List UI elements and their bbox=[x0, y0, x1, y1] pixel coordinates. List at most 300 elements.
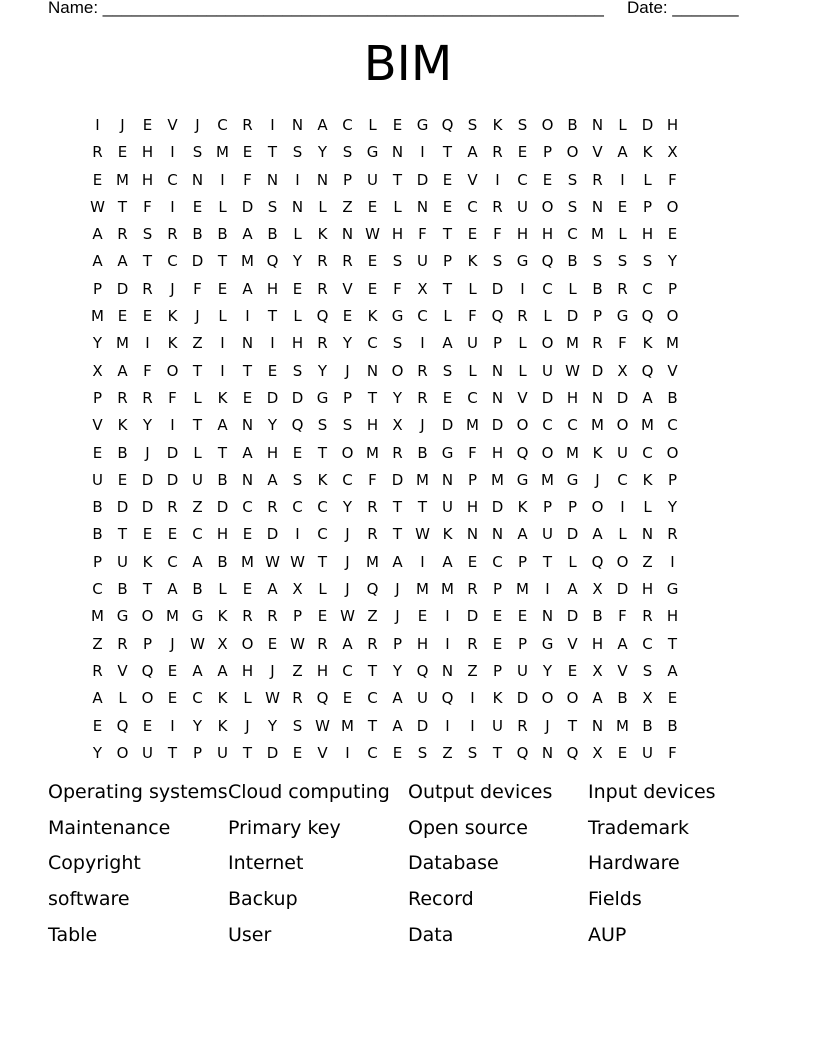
grid-letter: T bbox=[567, 716, 578, 735]
grid-letter: F bbox=[668, 743, 677, 762]
grid-letter: R bbox=[317, 279, 328, 298]
grid-letter: U bbox=[192, 470, 203, 489]
grid-letter: C bbox=[317, 498, 328, 517]
grid-letter: T bbox=[192, 416, 203, 435]
grid-letter: R bbox=[92, 143, 103, 162]
grid-letter: R bbox=[592, 334, 603, 353]
grid-letter: D bbox=[641, 116, 654, 134]
grid-letter: H bbox=[591, 634, 604, 653]
grid-letter: B bbox=[667, 388, 678, 407]
grid-letter: H bbox=[566, 388, 579, 407]
grid-letter: W bbox=[340, 607, 355, 626]
grid-letter: O bbox=[541, 197, 554, 216]
name-field-label: Name: _____________________________________________________ bbox=[48, 0, 604, 17]
grid-letter: S bbox=[392, 334, 403, 353]
grid-letter: H bbox=[366, 416, 379, 435]
grid-letter: F bbox=[143, 361, 152, 380]
grid-letter: Z bbox=[642, 552, 653, 571]
grid-letter: C bbox=[342, 116, 353, 134]
grid-letter: E bbox=[92, 170, 103, 189]
grid-letter: T bbox=[392, 498, 403, 517]
grid-letter: T bbox=[317, 552, 328, 571]
grid-letter: F bbox=[393, 279, 402, 298]
grid-letter: A bbox=[92, 689, 103, 708]
grid-letter: H bbox=[266, 279, 279, 298]
grid-letter: N bbox=[316, 170, 329, 189]
grid-letter: E bbox=[92, 443, 103, 462]
grid-row bbox=[85, 576, 735, 603]
grid-letter: T bbox=[267, 307, 278, 326]
grid-row bbox=[85, 248, 735, 275]
grid-letter: N bbox=[591, 716, 604, 735]
grid-letter: E bbox=[167, 525, 178, 544]
header bbox=[48, 0, 748, 20]
grid-letter: J bbox=[270, 661, 275, 680]
grid-letter: P bbox=[342, 170, 353, 189]
grid-letter: A bbox=[217, 661, 228, 680]
grid-letter: K bbox=[442, 525, 453, 544]
grid-letter: H bbox=[266, 443, 279, 462]
grid-letter: C bbox=[467, 197, 478, 216]
grid-letter: Q bbox=[541, 252, 554, 271]
grid-letter: V bbox=[342, 279, 353, 298]
grid-letter: D bbox=[216, 498, 229, 517]
grid-letter: D bbox=[566, 307, 579, 326]
grid-row bbox=[85, 467, 735, 494]
grid-letter: B bbox=[617, 689, 628, 708]
grid-letter: S bbox=[317, 416, 328, 435]
grid-letter: K bbox=[117, 416, 128, 435]
grid-letter: I bbox=[295, 170, 300, 189]
grid-letter: E bbox=[342, 689, 353, 708]
grid-letter: T bbox=[217, 252, 228, 271]
grid-letter: N bbox=[266, 170, 279, 189]
grid-letter: L bbox=[518, 361, 527, 380]
grid-letter: Q bbox=[516, 443, 529, 462]
grid-letter: W bbox=[315, 716, 330, 735]
grid-letter: K bbox=[217, 716, 228, 735]
grid-letter: E bbox=[117, 470, 128, 489]
grid-letter: P bbox=[342, 388, 353, 407]
grid-letter: M bbox=[216, 143, 229, 162]
grid-letter: E bbox=[617, 743, 628, 762]
grid-letter: T bbox=[667, 634, 678, 653]
grid-letter: R bbox=[317, 634, 328, 653]
grid-letter: Q bbox=[441, 689, 454, 708]
grid-letter: I bbox=[620, 498, 625, 517]
grid-letter: N bbox=[541, 607, 554, 626]
grid-letter: C bbox=[217, 116, 228, 134]
grid-letter: R bbox=[117, 225, 128, 244]
grid-letter: H bbox=[516, 225, 529, 244]
grid-letter: W bbox=[365, 225, 380, 244]
grid-letter: C bbox=[367, 743, 378, 762]
grid-letter: B bbox=[642, 716, 653, 735]
grid-letter: Y bbox=[392, 388, 403, 407]
grid-letter: R bbox=[467, 580, 478, 599]
grid-letter: O bbox=[541, 116, 554, 134]
grid-row bbox=[85, 494, 735, 521]
grid-letter: M bbox=[91, 307, 104, 326]
grid-letter: W bbox=[265, 552, 280, 571]
grid-letter: H bbox=[316, 661, 329, 680]
grid-letter: R bbox=[392, 443, 403, 462]
grid-letter: R bbox=[667, 525, 678, 544]
grid-letter: B bbox=[117, 443, 128, 462]
grid-row bbox=[85, 740, 735, 767]
grid-letter: R bbox=[417, 361, 428, 380]
word-list-item: Primary key bbox=[228, 816, 341, 839]
grid-letter: Q bbox=[316, 307, 329, 326]
word-list-item: User bbox=[228, 923, 272, 946]
grid-letter: L bbox=[368, 116, 377, 134]
grid-letter: F bbox=[418, 225, 427, 244]
grid-letter: E bbox=[292, 743, 303, 762]
word-list-item: AUP bbox=[588, 923, 627, 946]
grid-letter: Q bbox=[641, 307, 654, 326]
grid-letter: M bbox=[541, 470, 554, 489]
grid-letter: E bbox=[92, 716, 103, 735]
grid-letter: E bbox=[267, 361, 278, 380]
grid-letter: I bbox=[470, 689, 475, 708]
grid-letter: C bbox=[567, 225, 578, 244]
grid-letter: M bbox=[166, 607, 179, 626]
grid-letter: E bbox=[167, 689, 178, 708]
grid-letter: T bbox=[442, 143, 453, 162]
grid-letter: T bbox=[242, 361, 253, 380]
grid-letter: R bbox=[467, 634, 478, 653]
grid-letter: Z bbox=[467, 661, 478, 680]
grid-letter: C bbox=[342, 470, 353, 489]
grid-letter: Y bbox=[267, 416, 278, 435]
grid-letter: E bbox=[292, 279, 303, 298]
grid-letter: P bbox=[567, 498, 578, 517]
grid-letter: E bbox=[242, 525, 253, 544]
grid-letter: N bbox=[591, 388, 604, 407]
grid-letter: X bbox=[667, 143, 678, 162]
grid-letter: F bbox=[468, 443, 477, 462]
grid-letter: R bbox=[492, 143, 503, 162]
grid-letter: A bbox=[442, 552, 453, 571]
grid-letter: O bbox=[541, 443, 554, 462]
grid-letter: S bbox=[467, 743, 478, 762]
grid-letter: C bbox=[192, 689, 203, 708]
grid-row bbox=[85, 139, 735, 166]
grid-letter: E bbox=[442, 170, 453, 189]
grid-letter: S bbox=[267, 197, 278, 216]
grid-letter: D bbox=[541, 388, 554, 407]
grid-row bbox=[85, 603, 735, 630]
grid-letter: M bbox=[666, 334, 679, 353]
grid-letter: P bbox=[192, 743, 203, 762]
grid-letter: X bbox=[642, 689, 653, 708]
grid-letter: D bbox=[416, 170, 429, 189]
grid-letter: C bbox=[367, 334, 378, 353]
grid-letter: Q bbox=[316, 689, 329, 708]
grid-letter: L bbox=[643, 170, 652, 189]
grid-letter: M bbox=[591, 416, 604, 435]
grid-letter: U bbox=[442, 498, 453, 517]
grid-row bbox=[85, 167, 735, 194]
grid-letter: V bbox=[117, 661, 128, 680]
grid-letter: E bbox=[242, 580, 253, 599]
grid-letter: I bbox=[170, 716, 175, 735]
grid-letter: C bbox=[167, 252, 178, 271]
grid-letter: X bbox=[392, 416, 403, 435]
grid-letter: Z bbox=[92, 634, 103, 653]
grid-letter: S bbox=[417, 743, 428, 762]
grid-letter: Y bbox=[92, 334, 103, 353]
grid-letter: X bbox=[417, 279, 428, 298]
word-list bbox=[48, 777, 768, 955]
grid-letter: K bbox=[592, 443, 603, 462]
grid-letter: D bbox=[591, 361, 604, 380]
grid-row bbox=[85, 412, 735, 439]
grid-letter: O bbox=[341, 443, 354, 462]
word-list-item: Maintenance bbox=[48, 816, 171, 839]
word-list-item: Open source bbox=[408, 816, 528, 839]
grid-letter: A bbox=[392, 552, 403, 571]
grid-letter: L bbox=[318, 197, 327, 216]
grid-letter: M bbox=[241, 252, 254, 271]
word-list-item: Input devices bbox=[588, 781, 716, 803]
grid-letter: K bbox=[142, 552, 153, 571]
grid-letter: E bbox=[217, 279, 228, 298]
grid-letter: L bbox=[518, 334, 527, 353]
grid-letter: Q bbox=[291, 416, 304, 435]
grid-letter: S bbox=[492, 252, 503, 271]
grid-letter: C bbox=[542, 416, 553, 435]
grid-letter: B bbox=[92, 525, 103, 544]
grid-letter: A bbox=[392, 689, 403, 708]
grid-letter: Y bbox=[292, 252, 303, 271]
grid-letter: D bbox=[116, 498, 129, 517]
grid-letter: K bbox=[642, 470, 653, 489]
grid-letter: G bbox=[666, 580, 679, 599]
grid-letter: W bbox=[290, 552, 305, 571]
grid-letter: P bbox=[492, 334, 503, 353]
grid-letter: E bbox=[442, 388, 453, 407]
grid-letter: S bbox=[642, 252, 653, 271]
grid-letter: O bbox=[666, 307, 679, 326]
grid-letter: H bbox=[666, 116, 679, 134]
grid-letter: F bbox=[668, 170, 677, 189]
grid-letter: J bbox=[345, 525, 350, 544]
grid-letter: O bbox=[566, 143, 579, 162]
grid-letter: Y bbox=[392, 661, 403, 680]
grid-letter: B bbox=[567, 252, 578, 271]
grid-letter: N bbox=[466, 525, 479, 544]
grid-letter: S bbox=[292, 470, 303, 489]
grid-letter: P bbox=[292, 607, 303, 626]
grid-letter: F bbox=[143, 197, 152, 216]
grid-letter: Y bbox=[317, 143, 328, 162]
grid-letter: V bbox=[567, 634, 578, 653]
grid-letter: M bbox=[116, 334, 129, 353]
grid-letter: A bbox=[667, 661, 678, 680]
grid-letter: C bbox=[417, 307, 428, 326]
grid-letter: P bbox=[92, 552, 103, 571]
grid-letter: B bbox=[117, 580, 128, 599]
grid-letter: I bbox=[495, 170, 500, 189]
grid-letter: V bbox=[667, 361, 678, 380]
grid-letter: E bbox=[292, 443, 303, 462]
grid-letter: T bbox=[367, 661, 378, 680]
grid-letter: D bbox=[191, 252, 204, 271]
grid-letter: W bbox=[265, 689, 280, 708]
grid-letter: O bbox=[241, 634, 254, 653]
word-list-item: Trademark bbox=[588, 816, 689, 839]
grid-letter: R bbox=[92, 661, 103, 680]
grid-letter: L bbox=[218, 580, 227, 599]
grid-letter: K bbox=[492, 116, 503, 134]
grid-letter: P bbox=[542, 143, 553, 162]
grid-letter: H bbox=[141, 143, 154, 162]
grid-letter: A bbox=[592, 689, 603, 708]
grid-letter: N bbox=[241, 334, 254, 353]
grid-letter: A bbox=[117, 361, 128, 380]
word-list-item: Output devices bbox=[408, 781, 553, 803]
grid-letter: E bbox=[567, 661, 578, 680]
grid-letter: N bbox=[491, 388, 504, 407]
grid-letter: N bbox=[591, 116, 604, 134]
grid-letter: J bbox=[170, 279, 175, 298]
grid-letter: N bbox=[191, 170, 204, 189]
grid-letter: O bbox=[591, 498, 604, 517]
grid-letter: R bbox=[167, 225, 178, 244]
grid-letter: R bbox=[592, 170, 603, 189]
grid-letter: E bbox=[492, 634, 503, 653]
grid-letter: M bbox=[641, 416, 654, 435]
grid-letter: F bbox=[618, 607, 627, 626]
grid-letter: A bbox=[267, 470, 278, 489]
grid-letter: B bbox=[217, 225, 228, 244]
grid-letter: N bbox=[441, 470, 454, 489]
grid-letter: N bbox=[241, 416, 254, 435]
grid-letter: H bbox=[641, 580, 654, 599]
grid-letter: P bbox=[142, 634, 153, 653]
grid-letter: N bbox=[391, 143, 404, 162]
grid-letter: D bbox=[616, 580, 629, 599]
grid-letter: E bbox=[117, 143, 128, 162]
grid-letter: Q bbox=[141, 661, 154, 680]
grid-letter: M bbox=[91, 607, 104, 626]
grid-letter: C bbox=[467, 388, 478, 407]
grid-letter: H bbox=[541, 225, 554, 244]
grid-letter: K bbox=[517, 498, 528, 517]
grid-row bbox=[85, 658, 735, 685]
grid-letter: P bbox=[542, 498, 553, 517]
grid-letter: W bbox=[415, 525, 430, 544]
grid-letter: Q bbox=[591, 552, 604, 571]
grid-letter: J bbox=[145, 443, 150, 462]
grid-letter: T bbox=[142, 252, 153, 271]
grid-letter: E bbox=[342, 307, 353, 326]
grid-letter: C bbox=[542, 279, 553, 298]
grid-letter: R bbox=[367, 634, 378, 653]
grid-letter: E bbox=[142, 716, 153, 735]
grid-letter: G bbox=[191, 607, 204, 626]
grid-letter: D bbox=[566, 607, 579, 626]
grid-letter: E bbox=[417, 607, 428, 626]
grid-letter: O bbox=[391, 361, 404, 380]
grid-letter: I bbox=[420, 334, 425, 353]
grid-letter: C bbox=[342, 661, 353, 680]
grid-row bbox=[85, 631, 735, 658]
grid-letter: B bbox=[217, 552, 228, 571]
grid-letter: E bbox=[192, 197, 203, 216]
grid-letter: E bbox=[167, 661, 178, 680]
grid-letter: I bbox=[445, 716, 450, 735]
grid-letter: V bbox=[467, 170, 478, 189]
grid-letter: P bbox=[392, 634, 403, 653]
grid-letter: V bbox=[617, 661, 628, 680]
grid-letter: Y bbox=[267, 716, 278, 735]
grid-letter: C bbox=[567, 416, 578, 435]
grid-letter: M bbox=[416, 580, 429, 599]
grid-letter: L bbox=[568, 552, 577, 571]
grid-letter: M bbox=[241, 552, 254, 571]
grid-letter: D bbox=[491, 416, 504, 435]
word-list-item: software bbox=[48, 888, 130, 911]
grid-letter: J bbox=[120, 116, 125, 134]
grid-letter: J bbox=[345, 552, 350, 571]
grid-letter: R bbox=[292, 689, 303, 708]
grid-letter: C bbox=[167, 552, 178, 571]
grid-letter: E bbox=[467, 552, 478, 571]
word-list-item: Data bbox=[408, 923, 454, 946]
grid-letter: M bbox=[341, 716, 354, 735]
grid-letter: X bbox=[292, 580, 303, 599]
grid-letter: U bbox=[142, 743, 153, 762]
grid-row bbox=[85, 685, 735, 712]
grid-letter: M bbox=[416, 470, 429, 489]
grid-letter: E bbox=[367, 197, 378, 216]
grid-letter: L bbox=[243, 689, 252, 708]
grid-letter: B bbox=[667, 716, 678, 735]
word-list-item: Internet bbox=[228, 852, 304, 875]
grid-letter: I bbox=[545, 580, 550, 599]
grid-letter: E bbox=[242, 143, 253, 162]
grid-letter: A bbox=[92, 252, 103, 271]
grid-letter: X bbox=[592, 580, 603, 599]
word-list-item: Backup bbox=[228, 888, 298, 911]
grid-letter: L bbox=[118, 689, 127, 708]
grid-letter: O bbox=[516, 416, 529, 435]
grid-letter: J bbox=[345, 580, 350, 599]
grid-letter: C bbox=[92, 580, 103, 599]
grid-letter: I bbox=[470, 716, 475, 735]
grid-letter: T bbox=[367, 388, 378, 407]
grid-letter: A bbox=[267, 580, 278, 599]
grid-letter: V bbox=[317, 743, 328, 762]
grid-letter: Z bbox=[342, 197, 353, 216]
grid-letter: E bbox=[392, 743, 403, 762]
grid-letter: D bbox=[266, 388, 279, 407]
grid-letter: O bbox=[616, 552, 629, 571]
grid-letter: I bbox=[145, 334, 150, 353]
grid-letter: P bbox=[492, 580, 503, 599]
page-title: BIM bbox=[363, 36, 453, 92]
grid-letter: C bbox=[517, 170, 528, 189]
grid-letter: S bbox=[592, 252, 603, 271]
grid-letter: R bbox=[342, 252, 353, 271]
grid-letter: X bbox=[592, 743, 603, 762]
grid-letter: H bbox=[491, 443, 504, 462]
grid-letter: K bbox=[317, 470, 328, 489]
grid-letter: G bbox=[316, 388, 329, 407]
grid-letter: N bbox=[541, 743, 554, 762]
